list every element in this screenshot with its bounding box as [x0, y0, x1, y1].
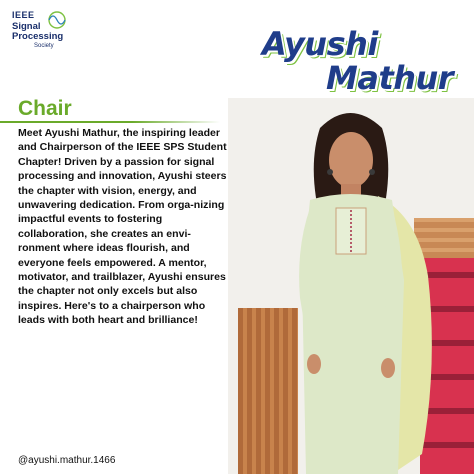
- role-underline: [0, 121, 220, 123]
- name-title: [238, 24, 468, 97]
- social-handle: @ayushi.mathur.1466: [18, 455, 116, 466]
- role-title: Chair: [18, 97, 72, 120]
- portrait-photo: [228, 98, 474, 474]
- person-figure: [228, 98, 474, 474]
- bio-text: Meet Ayushi Mathur, the inspiring leader and Chairperson of the IEEE SPS Student Chapter! Driven by a passion for signal processing and innovation, Ayushi steers the chapter with vision, energy, and unwavering dedication. From orga-nizing impactful events to fostering collaboration, she creates an envi-ronment where ideas flourish, and everyone feels empowered. A mentor, motivator, and trailblazer, Ayushi ensures the chapter not only excels but also inspires. Here's to a chairperson who leads with both heart and brilliance!: [18, 127, 227, 327]
- logo-line-1: Signal: [12, 21, 41, 32]
- logo-line-3: Society: [34, 43, 54, 49]
- logo-swirl-icon: [40, 10, 66, 30]
- logo-org: IEEE: [12, 10, 35, 20]
- logo-line-2: Processing: [12, 31, 64, 42]
- last-name: Mathur: [326, 59, 454, 97]
- ieee-sps-logo: [10, 10, 70, 62]
- first-name: Ayushi: [262, 25, 378, 63]
